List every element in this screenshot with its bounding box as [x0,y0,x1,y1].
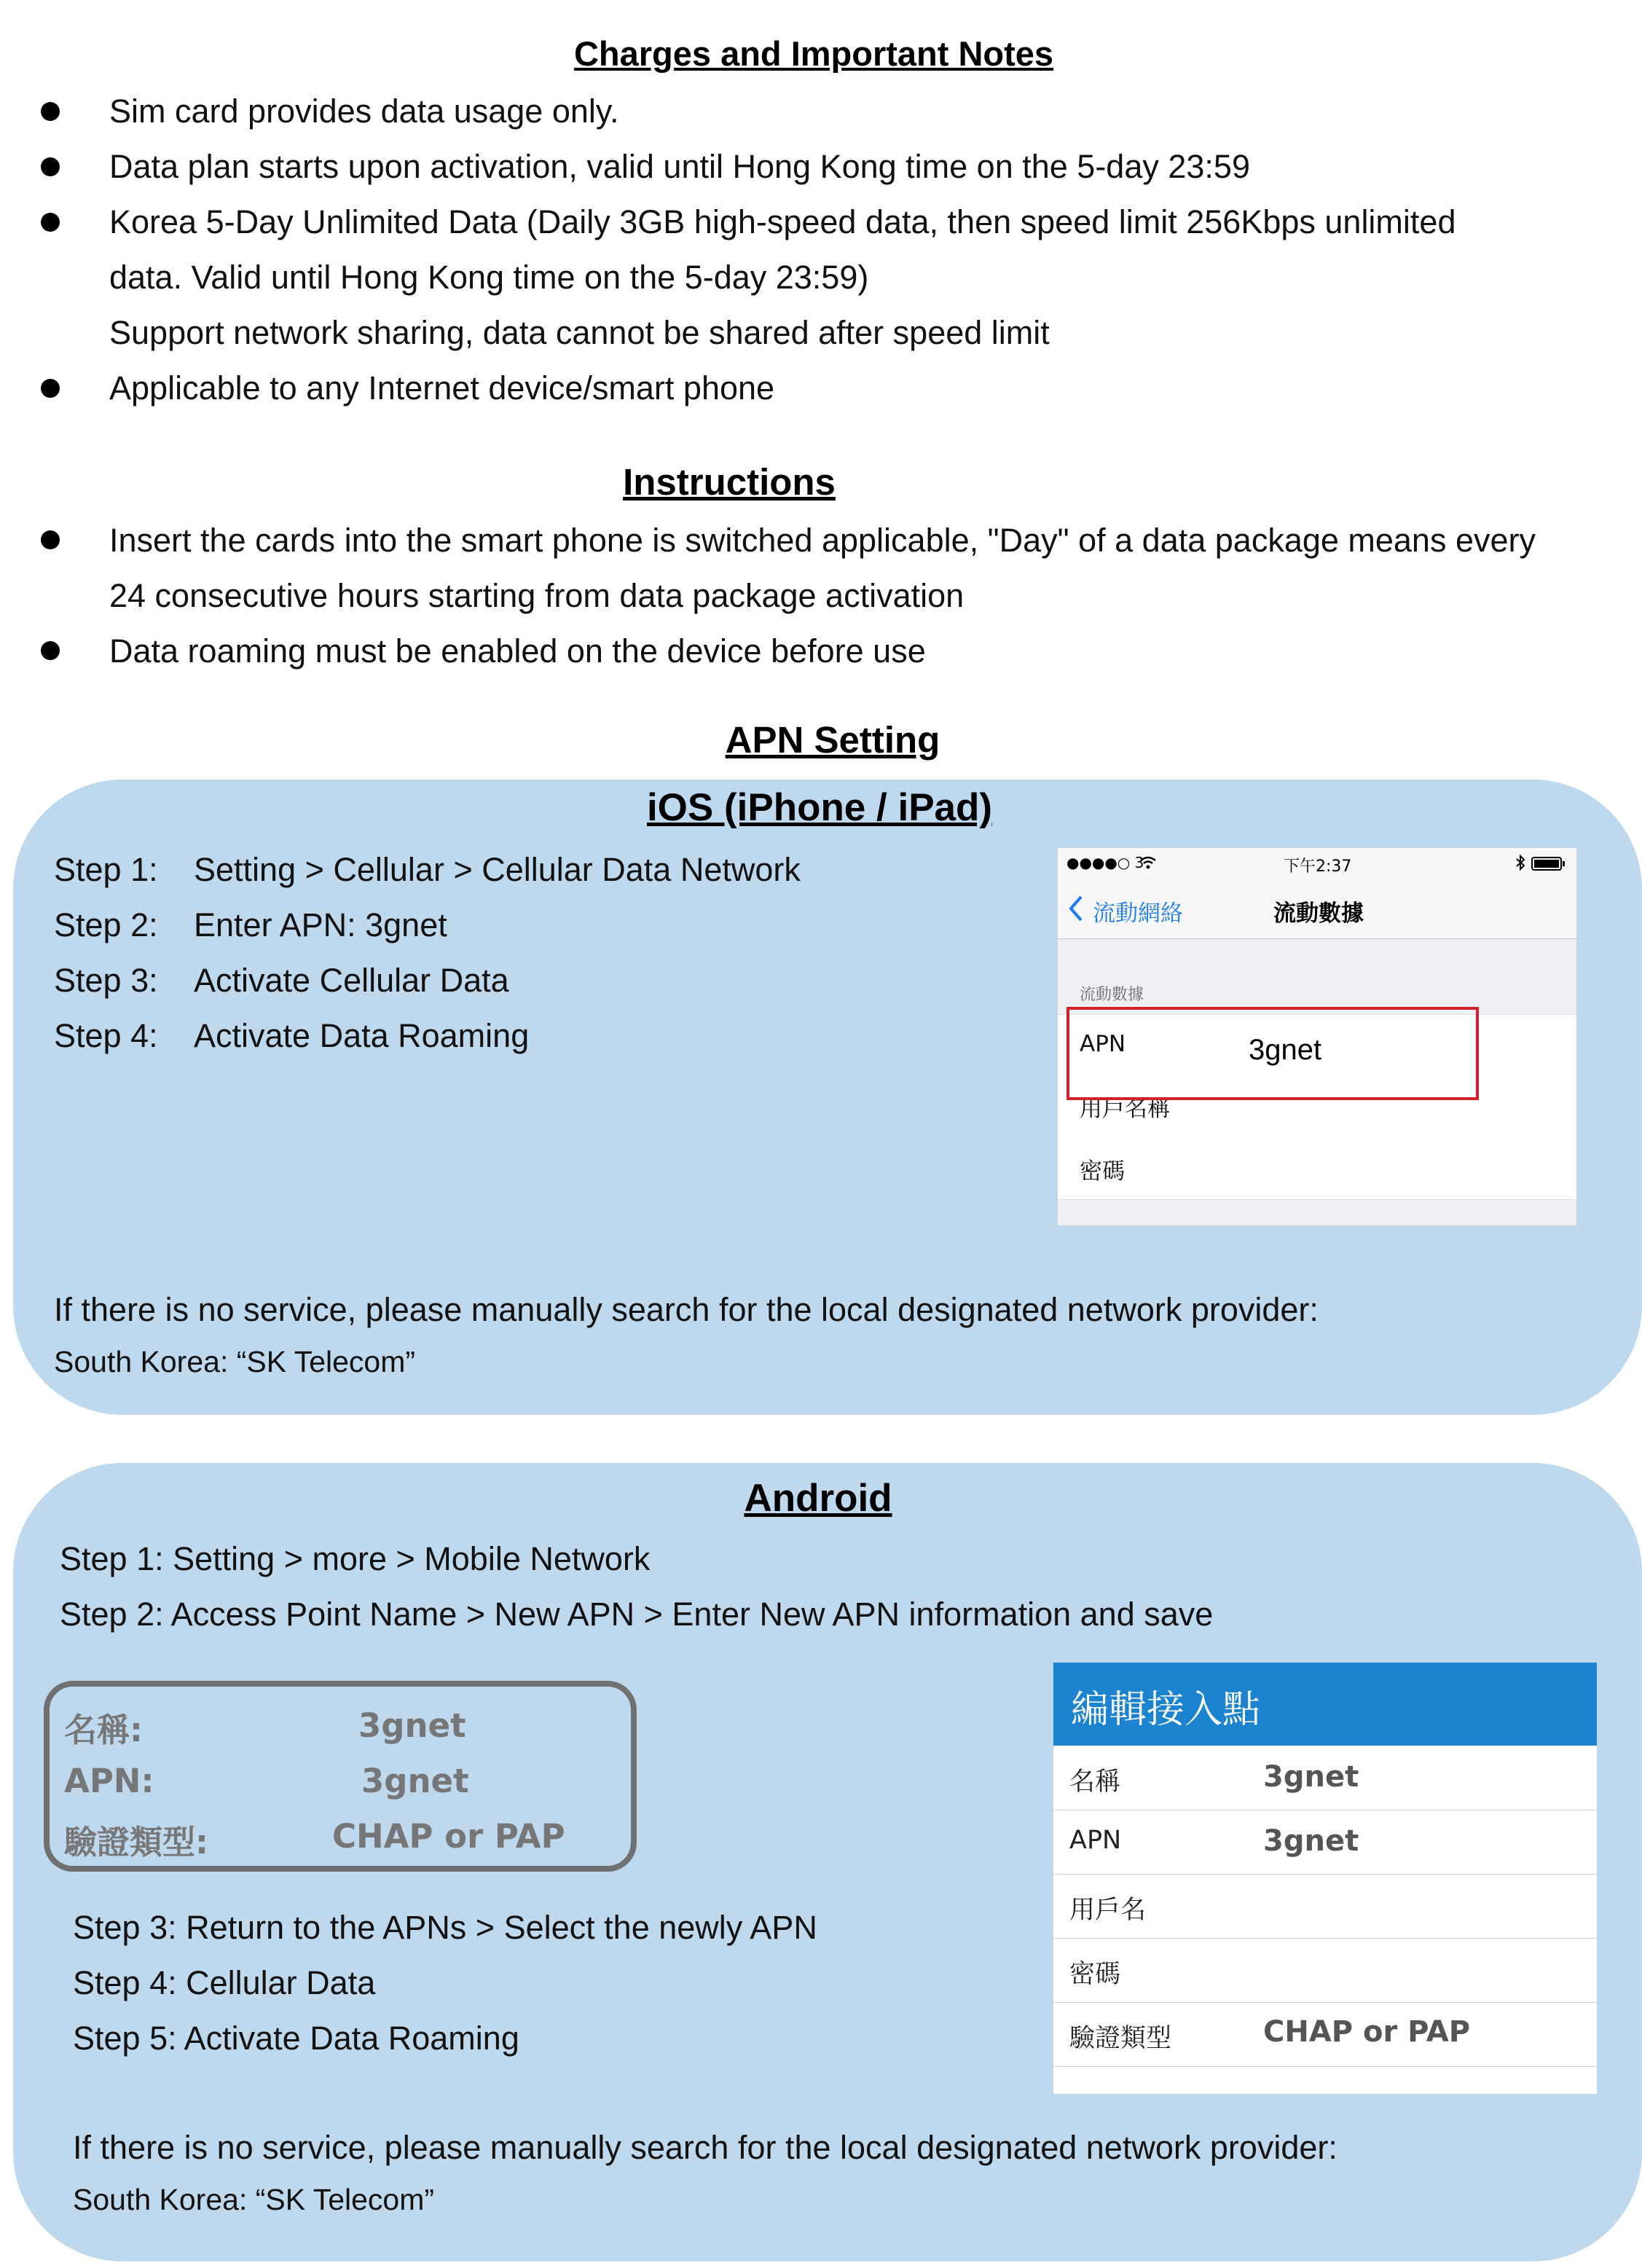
ios-status-bar [1058,848,1576,880]
password-label: 密碼 [1080,1158,1125,1185]
apn-field-row[interactable] [1053,1810,1597,1875]
ios-title: iOS (iPhone / iPad) [646,786,993,829]
charges-bullet-3: Korea 5-Day Unlimited Data (Daily 3GB high-speed data, then speed limit 256Kbps unlimited [109,203,1456,240]
android-step-5: Step 5: Activate Data Roaming [73,2020,519,2057]
android-provider: South Korea: “SK Telecom” [73,2183,435,2216]
apn-label: APN [1080,1031,1126,1057]
charges-title: Charges and Important Notes [573,34,1054,73]
apn-highlight-box [1066,1007,1479,1100]
ios-step-text: Activate Data Roaming [194,1017,530,1054]
status-time: 下午2:37 [1284,858,1352,876]
instructions-bullet-1: Insert the cards into the smart phone is switched applicable, "Day" of a data package means every [109,522,1536,559]
android-no-service: If there is no service, please manually search for the local designated network provider: [73,2129,1337,2166]
field-label: APN [1069,1826,1122,1855]
instructions-title: Instructions [623,461,836,503]
apn-setting-title: APN Setting [725,719,940,761]
bullet [41,379,60,398]
field-label: 用戶名 [1069,1896,1147,1925]
instructions-bullet-1-cont: 24 consecutive hours starting from data package activation [109,577,965,614]
field-label: 驗證類型 [1069,2024,1172,2053]
box-name-value: 3gnet [358,1706,466,1745]
bullet [41,157,60,176]
carrier-signal: ●●●●○ 3 [1066,854,1144,871]
android-step-2: Step 2: Access Point Name > New APN > Enter New APN information and save [60,1596,1214,1633]
chevron-left-icon[interactable] [1068,895,1084,922]
ios-step-label: Step 3: [54,962,158,999]
ios-no-service: If there is no service, please manually search for the local designated network provider: [54,1291,1319,1328]
android-header [1053,1663,1597,1746]
apn-field-row[interactable] [1053,1874,1597,1939]
field-value[interactable]: 3gnet [1263,1824,1359,1858]
charges-bullet-4: Applicable to any Internet device/smart phone [109,369,775,407]
field-value[interactable]: CHAP or PAP [1263,2015,1471,2049]
ios-step-text: Activate Cellular Data [194,962,509,999]
ios-nav-bar [1058,880,1576,939]
bullet [41,102,60,121]
ios-provider: South Korea: “SK Telecom” [54,1345,416,1378]
android-title: Android [744,1477,892,1520]
android-header-title: 編輯接入點 [1071,1688,1261,1732]
ios-step-label: Step 4: [54,1017,158,1054]
apn-value[interactable]: 3gnet [1249,1034,1322,1066]
charges-bullet-2: Data plan starts upon activation, valid until Hong Kong time on the 5-day 23:59 [109,148,1250,185]
bullet [41,530,60,549]
charges-bullet-3-cont: data. Valid until Hong Kong time on the 5-day 23:59) [109,259,869,296]
android-apn-screenshot [1053,1663,1597,2094]
nav-title: 流動數據 [1273,900,1364,927]
box-name-label: 名稱: [64,1711,143,1749]
username-label: 用戶名稱 [1080,1096,1170,1122]
ios-apn-screenshot [1058,848,1576,1225]
section-header: 流動數據 [1080,986,1144,1004]
charges-bullet-3-cont: Support network sharing, data cannot be shared after speed limit [109,314,1050,351]
box-auth-label: 驗證類型: [64,1823,208,1861]
apn-field-row[interactable] [1053,1746,1597,1810]
box-auth-value: CHAP or PAP [332,1817,565,1856]
instructions-bullet-2: Data roaming must be enabled on the device before use [109,632,926,670]
ios-step-text: Enter APN: 3gnet [194,906,447,943]
bullet [41,641,60,660]
apn-field-row[interactable] [1053,1938,1597,2003]
battery-icon [1531,857,1566,871]
box-apn-label: APN: [64,1762,154,1800]
android-step-4: Step 4: Cellular Data [73,1964,376,2001]
bullet [41,213,60,232]
apn-field-row[interactable] [1053,2002,1597,2067]
box-apn-value: 3gnet [361,1762,469,1800]
ios-step-label: Step 2: [54,906,158,943]
back-button[interactable]: 流動網絡 [1093,900,1183,927]
field-label: 名稱 [1069,1767,1121,1797]
password-row[interactable] [1058,1138,1576,1200]
android-step-3: Step 3: Return to the APNs > Select the newly APN [73,1909,817,1946]
field-label: 密碼 [1069,1960,1121,1989]
charges-bullet-1: Sim card provides data usage only. [109,93,619,130]
ios-step-label: Step 1: [54,851,158,888]
field-value[interactable]: 3gnet [1263,1760,1359,1794]
ios-step-text: Setting > Cellular > Cellular Data Network [194,851,801,888]
android-step-1: Step 1: Setting > more > Mobile Network [60,1540,651,1577]
bluetooth-icon [1515,855,1525,871]
wifi-icon [1139,855,1157,870]
